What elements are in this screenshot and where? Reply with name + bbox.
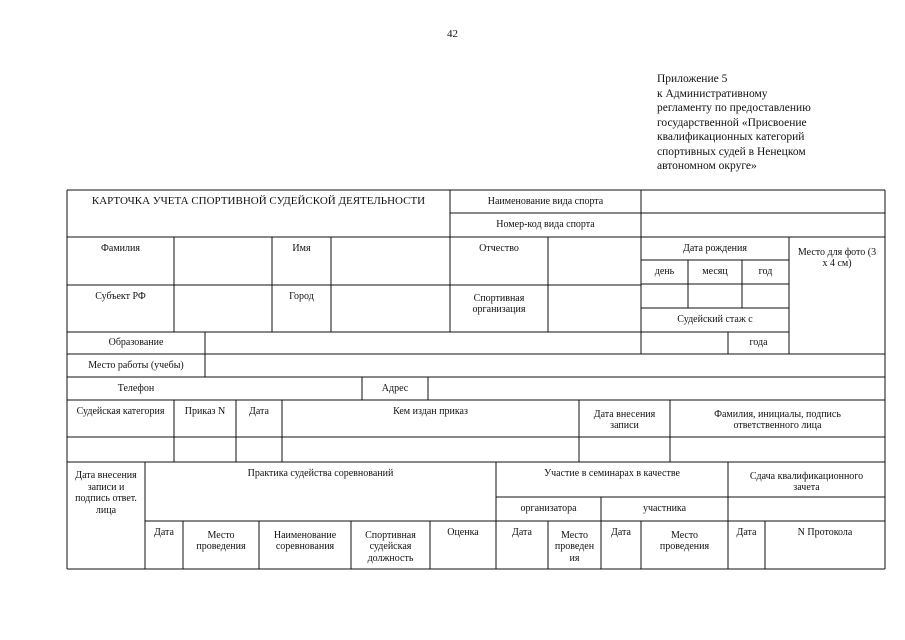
education-label: Образование (108, 337, 164, 349)
referee-category-label: Судейская категория (76, 406, 165, 417)
city-label: Город (289, 291, 314, 302)
appendix-line: спортивных судей в Ненецком (657, 145, 806, 158)
appendix-line: Приложение 5 (657, 73, 728, 85)
city-field[interactable] (331, 285, 450, 332)
qualification-date-header: Дата (736, 527, 757, 538)
birth-date-label: Дата рождения (683, 242, 747, 254)
name-field[interactable] (331, 237, 450, 285)
responsible-line: ответственного лица (733, 420, 822, 431)
address-label: Адрес (381, 382, 409, 394)
issued-by-field[interactable] (282, 437, 579, 462)
birth-day-field[interactable] (641, 284, 688, 308)
experience-year-field[interactable] (641, 332, 728, 354)
competition-name-header (259, 527, 351, 555)
card-title: КАРТОЧКА УЧЕТА СПОРТИВНОЙ СУДЕЙСКОЙ ДЕЯТЕЛЬНОСТИ (91, 194, 426, 207)
birth-month-field[interactable] (688, 284, 742, 308)
judge-position-line: должность (367, 552, 414, 564)
patronymic-field[interactable] (548, 237, 641, 285)
entry-date-field[interactable] (579, 437, 670, 462)
experience-year-label: года (749, 337, 768, 349)
sport-org-label (450, 291, 548, 317)
workplace-label: Место работы (учебы) (88, 359, 184, 371)
responsible-field[interactable] (670, 437, 885, 462)
protocol-number-header: N Протокола (797, 527, 853, 538)
venue-line: Место (670, 529, 699, 541)
responsible-line: Фамилия, инициалы, подпись (714, 408, 841, 420)
address-field[interactable] (428, 377, 885, 400)
sport-org-line: организация (472, 304, 526, 315)
appendix-line: к Административному (657, 87, 768, 100)
participant-date-header: Дата (611, 527, 631, 538)
venue-line: проведения (196, 541, 246, 552)
sport-name-label: Наименование вида спорта (487, 195, 604, 207)
patronymic-label: Отчество (479, 243, 519, 254)
name-label: Имя (292, 243, 311, 254)
referee-category-field[interactable] (67, 437, 174, 462)
photo-placeholder (789, 243, 885, 273)
organizer-venue-header (548, 527, 601, 567)
judge-position-line: судейская (369, 541, 412, 553)
education-field[interactable] (205, 332, 641, 354)
entry-date-signature-label (67, 468, 145, 518)
sport-name-field[interactable] (641, 190, 885, 213)
practice-date-header: Дата (154, 527, 174, 538)
judge-position-line: Спортивная (365, 529, 416, 541)
sport-org-line: Спортивная (473, 292, 525, 304)
appendix-note (657, 72, 892, 174)
appendix-line: автономном округе» (657, 160, 757, 172)
judge-experience-label: Судейский стаж с (677, 314, 753, 326)
practice-label: Практика судейства соревнований (247, 468, 394, 479)
phone-field[interactable] (205, 377, 362, 400)
sport-code-field[interactable] (641, 213, 885, 237)
region-label: Субъект РФ (95, 291, 146, 302)
entry-date-signature-line: записи и (87, 481, 125, 493)
participant-label: участника (642, 503, 687, 515)
entry-date-line: Дата внесения (593, 408, 656, 420)
surname-label: Фамилия (101, 243, 140, 254)
sport-code-label: Номер-код вида спорта (496, 219, 595, 231)
venue-line: Место (207, 529, 235, 541)
birth-year-field[interactable] (742, 284, 789, 308)
competition-name-line: соревнования (275, 541, 335, 552)
organizer-date-header: Дата (512, 527, 532, 538)
venue-line: проведения (659, 541, 710, 552)
day-label: день (654, 266, 675, 278)
page-number: 42 (447, 28, 458, 40)
competition-name-line: Наименование (273, 529, 337, 541)
venue-split-line: Место (560, 529, 589, 541)
order-date-label: Дата (249, 406, 269, 417)
qualification-line: зачета (793, 482, 820, 493)
entry-date-signature-line: лица (95, 504, 117, 516)
qualification-line: Сдача квалификационного (749, 470, 864, 482)
photo-label-line: х 4 см) (822, 258, 852, 269)
phone-label: Телефон (117, 382, 155, 394)
entry-date-signature-line: подпись ответ. (75, 493, 137, 504)
entry-date-label (579, 406, 670, 434)
venue-split-line: ия (569, 552, 580, 564)
entry-date-signature-line: Дата внесения (75, 470, 137, 481)
entry-date-line: записи (610, 420, 639, 431)
appendix-line: государственной «Присвоение (657, 116, 807, 129)
venue-split-line: проведен (554, 541, 595, 553)
order-date-field[interactable] (236, 437, 282, 462)
seminars-label: Участие в семинарах в качестве (544, 468, 680, 479)
month-label: месяц (702, 266, 728, 278)
appendix-line: квалификационных категорий (657, 131, 805, 143)
order-no-label: Приказ N (184, 406, 226, 417)
year-label: год (758, 266, 773, 278)
practice-venue-header (183, 527, 259, 555)
responsible-label (670, 406, 885, 434)
participant-venue-header (641, 527, 728, 555)
sport-org-field[interactable] (548, 285, 641, 332)
organizer-label: организатора (520, 503, 577, 515)
workplace-field[interactable] (205, 354, 885, 377)
region-field[interactable] (174, 285, 272, 332)
order-no-field[interactable] (174, 437, 236, 462)
issued-by-label: Кем издан приказ (393, 406, 468, 417)
photo-label-line: Место для фото (3 (797, 246, 877, 258)
score-header: Оценка (447, 527, 479, 538)
judge-position-header (351, 527, 430, 567)
qualification-label (728, 468, 885, 496)
surname-field[interactable] (174, 237, 272, 285)
appendix-line: регламенту по предоставлению (657, 102, 811, 114)
